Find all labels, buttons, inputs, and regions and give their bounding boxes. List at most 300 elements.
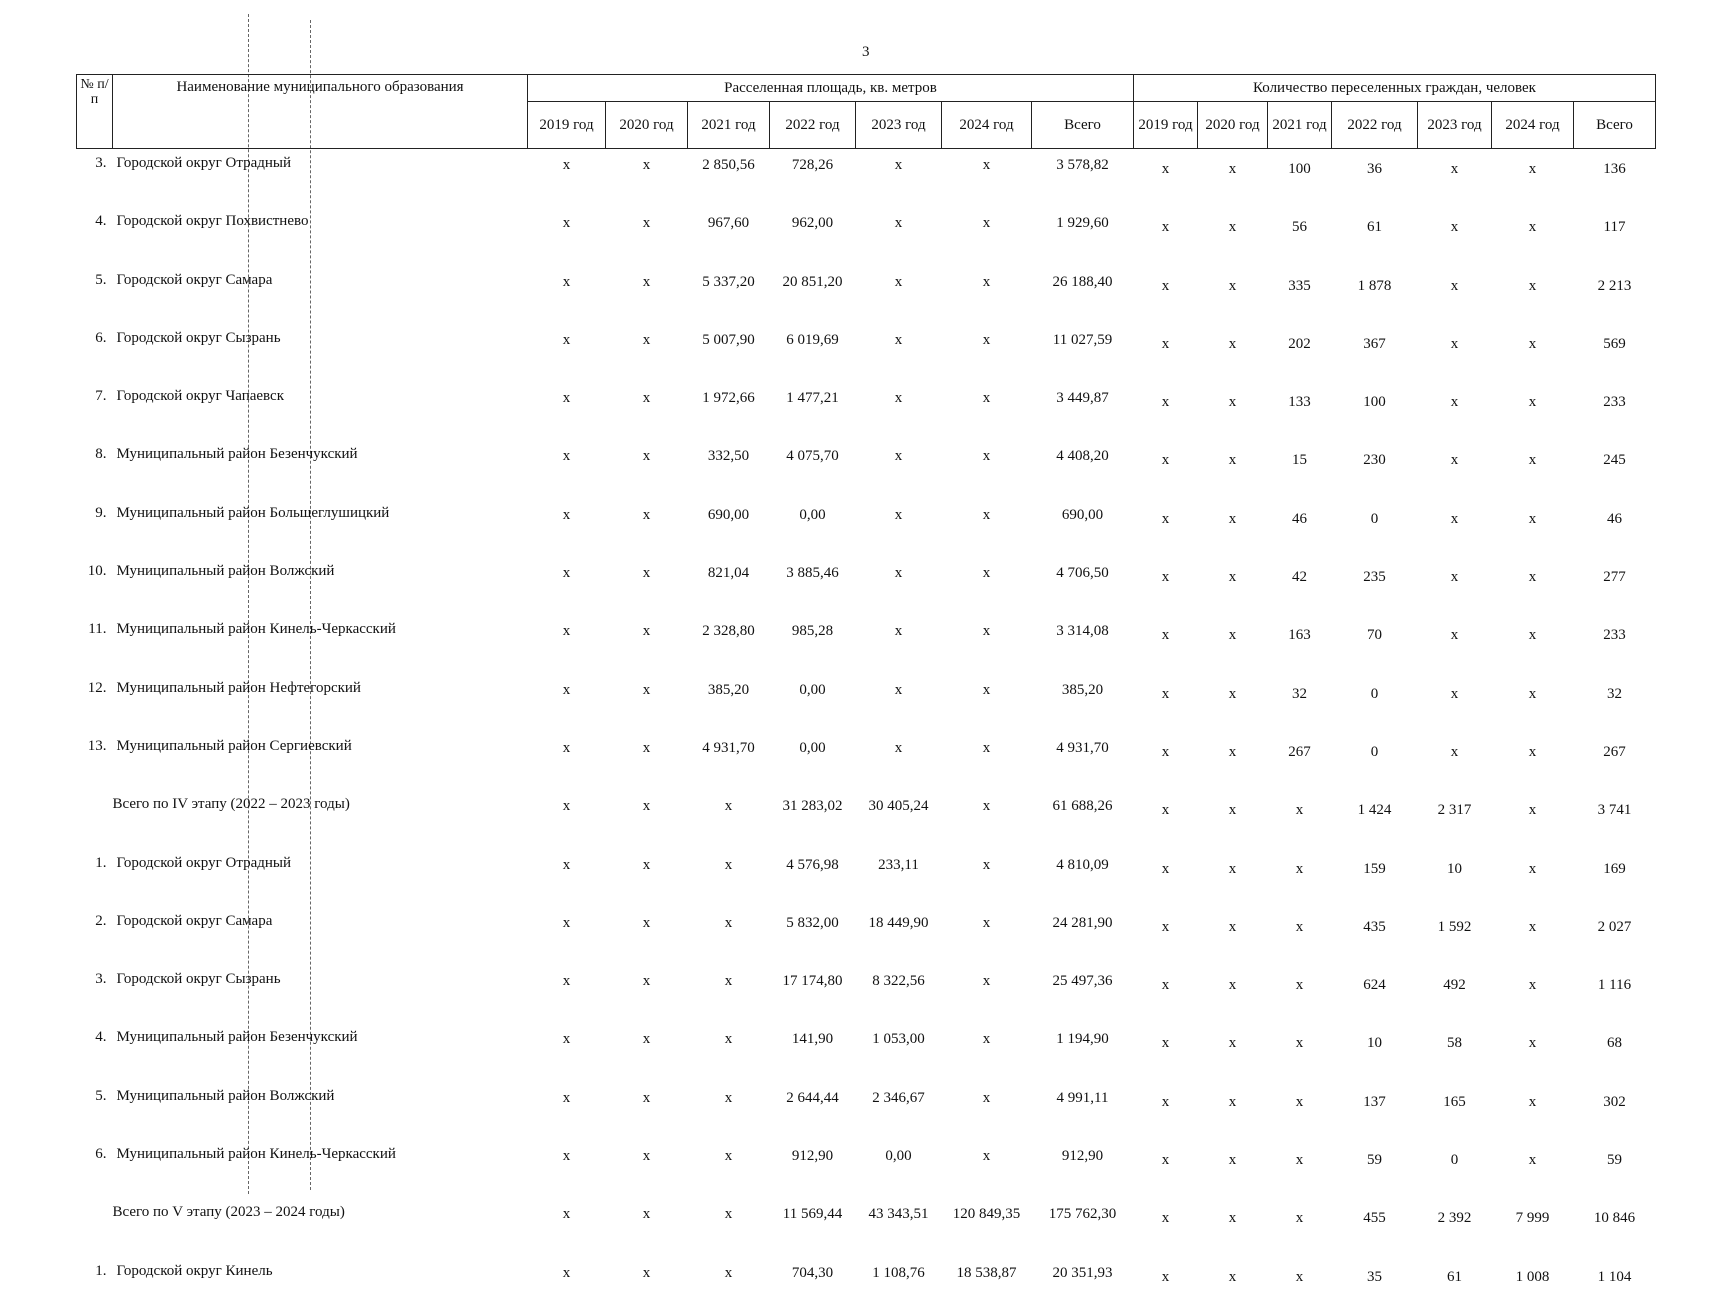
area-value-cell: 332,50 bbox=[707, 448, 750, 465]
area-value-cell: 1 929,60 bbox=[1056, 215, 1109, 232]
people-value-cell: x bbox=[1450, 685, 1459, 702]
area-value-cell: x bbox=[724, 1264, 733, 1281]
people-value-cell: x bbox=[1161, 1268, 1170, 1285]
header-area-year: 2023 год bbox=[856, 102, 942, 149]
people-value-cell: x bbox=[1450, 569, 1459, 586]
area-value-cell: x bbox=[982, 157, 991, 173]
area-value-cell: x bbox=[562, 565, 571, 582]
people-value-cell: x bbox=[1295, 1268, 1304, 1285]
people-value-cell: x bbox=[1228, 1210, 1237, 1227]
area-value-cell: 2 328,80 bbox=[702, 623, 755, 640]
table-row bbox=[77, 499, 1656, 557]
people-value-cell: x bbox=[1528, 1152, 1537, 1169]
people-value-cell: 56 bbox=[1292, 219, 1307, 236]
area-value-cell: x bbox=[642, 157, 651, 173]
row-number: 6. bbox=[95, 1146, 107, 1163]
area-value-cell: 20 351,93 bbox=[1052, 1264, 1113, 1281]
area-value-cell: x bbox=[642, 623, 651, 640]
table-row bbox=[77, 615, 1656, 673]
table-row bbox=[77, 965, 1656, 1023]
area-value-cell: 11 569,44 bbox=[782, 1206, 843, 1223]
people-value-cell: 32 bbox=[1292, 685, 1307, 702]
area-value-cell: 704,30 bbox=[791, 1264, 834, 1281]
area-value-cell: x bbox=[894, 565, 903, 582]
resettlement-table bbox=[76, 74, 1656, 1315]
people-value-cell: 277 bbox=[1603, 569, 1626, 586]
people-value-cell: 61 bbox=[1447, 1268, 1462, 1285]
header-area-year: 2020 год bbox=[606, 102, 688, 149]
area-value-cell: 43 343,51 bbox=[868, 1206, 929, 1223]
people-value-cell: x bbox=[1228, 335, 1237, 352]
area-value-cell: 0,00 bbox=[799, 739, 826, 756]
people-value-cell: x bbox=[1161, 510, 1170, 527]
area-value-cell: x bbox=[642, 914, 651, 931]
area-value-cell: x bbox=[894, 623, 903, 640]
row-number: 3. bbox=[95, 155, 107, 171]
table-row bbox=[77, 1257, 1656, 1315]
area-value-cell: x bbox=[642, 1264, 651, 1281]
row-name: Всего по IV этапу (2022 – 2023 годы) bbox=[112, 796, 350, 813]
area-value-cell: x bbox=[562, 157, 571, 173]
area-value-cell: 3 578,82 bbox=[1056, 157, 1109, 173]
area-value-cell: 6 019,69 bbox=[786, 331, 839, 348]
header-area-year: 2019 год bbox=[528, 102, 606, 149]
row-name: Муниципальный район Большеглушицкий bbox=[116, 504, 390, 521]
people-value-cell: 233 bbox=[1603, 627, 1626, 644]
row-name: Городской округ Кинель bbox=[116, 1262, 273, 1279]
people-value-cell: x bbox=[1161, 394, 1170, 411]
row-name: Городской округ Отрадный bbox=[116, 155, 291, 171]
people-value-cell: 35 bbox=[1367, 1268, 1382, 1285]
people-value-cell: x bbox=[1228, 161, 1237, 177]
area-value-cell: 31 283,02 bbox=[782, 798, 843, 815]
area-value-cell: x bbox=[562, 390, 571, 407]
people-value-cell: x bbox=[1161, 1035, 1170, 1052]
area-value-cell: 175 762,30 bbox=[1048, 1206, 1117, 1223]
header-people-year: 2024 год bbox=[1492, 102, 1574, 149]
header-people-year: 2020 год bbox=[1198, 102, 1268, 149]
area-value-cell: x bbox=[982, 390, 991, 407]
people-value-cell: 10 bbox=[1367, 1035, 1382, 1052]
area-value-cell: x bbox=[642, 856, 651, 873]
header-people-year: 2022 год bbox=[1332, 102, 1418, 149]
people-value-cell: x bbox=[1528, 569, 1537, 586]
people-value-cell: x bbox=[1228, 569, 1237, 586]
area-value-cell: x bbox=[562, 623, 571, 640]
table-total-row bbox=[77, 1198, 1656, 1256]
area-value-cell: x bbox=[982, 565, 991, 582]
area-value-cell: x bbox=[642, 1031, 651, 1048]
people-value-cell: x bbox=[1228, 1093, 1237, 1110]
people-value-cell: x bbox=[1228, 277, 1237, 294]
area-value-cell: 4 408,20 bbox=[1056, 448, 1109, 465]
row-name: Городской округ Самара bbox=[116, 271, 273, 288]
people-value-cell: x bbox=[1528, 452, 1537, 469]
row-number: 5. bbox=[95, 271, 107, 288]
people-value-cell: x bbox=[1528, 394, 1537, 411]
people-value-cell: x bbox=[1228, 219, 1237, 236]
people-value-cell: 100 bbox=[1288, 161, 1311, 177]
people-value-cell: x bbox=[1528, 685, 1537, 702]
row-name: Муниципальный район Кинель-Черкасский bbox=[116, 621, 396, 638]
people-value-cell: 15 bbox=[1292, 452, 1307, 469]
area-value-cell: 1 194,90 bbox=[1056, 1031, 1109, 1048]
people-value-cell: 245 bbox=[1603, 452, 1626, 469]
area-value-cell: 728,26 bbox=[791, 157, 834, 173]
area-value-cell: x bbox=[982, 1031, 991, 1048]
header-area-year: 2022 год bbox=[770, 102, 856, 149]
people-value-cell: x bbox=[1295, 918, 1304, 935]
people-value-cell: 435 bbox=[1363, 918, 1386, 935]
people-value-cell: x bbox=[1228, 1152, 1237, 1169]
people-value-cell: 367 bbox=[1363, 335, 1386, 352]
row-number: 12. bbox=[87, 679, 107, 696]
area-value-cell: x bbox=[562, 273, 571, 290]
people-value-cell: x bbox=[1450, 394, 1459, 411]
people-value-cell: x bbox=[1528, 802, 1537, 819]
area-value-cell: 985,28 bbox=[791, 623, 834, 640]
people-value-cell: x bbox=[1228, 1035, 1237, 1052]
people-value-cell: x bbox=[1228, 510, 1237, 527]
people-value-cell: 42 bbox=[1292, 569, 1307, 586]
people-value-cell: x bbox=[1295, 860, 1304, 877]
people-value-cell: x bbox=[1295, 1210, 1304, 1227]
header-area-year: 2021 год bbox=[688, 102, 770, 149]
people-value-cell: x bbox=[1450, 510, 1459, 527]
people-value-cell: 133 bbox=[1288, 394, 1311, 411]
area-value-cell: x bbox=[642, 215, 651, 232]
area-value-cell: x bbox=[562, 914, 571, 931]
area-value-cell: 967,60 bbox=[707, 215, 750, 232]
row-name: Городской округ Сызрань bbox=[116, 329, 281, 346]
people-value-cell: 0 bbox=[1450, 1152, 1459, 1169]
people-value-cell: x bbox=[1450, 452, 1459, 469]
people-value-cell: x bbox=[1450, 335, 1459, 352]
area-value-cell: 30 405,24 bbox=[868, 798, 929, 815]
area-value-cell: 1 053,00 bbox=[872, 1031, 925, 1048]
area-value-cell: x bbox=[642, 331, 651, 348]
area-value-cell: 25 497,36 bbox=[1052, 973, 1113, 990]
area-value-cell: 385,20 bbox=[707, 681, 750, 698]
area-value-cell: 20 851,20 bbox=[782, 273, 843, 290]
area-value-cell: 1 972,66 bbox=[702, 390, 755, 407]
area-value-cell: x bbox=[724, 1031, 733, 1048]
people-value-cell: x bbox=[1528, 335, 1537, 352]
people-value-cell: x bbox=[1528, 1035, 1537, 1052]
area-value-cell: x bbox=[982, 273, 991, 290]
area-value-cell: 4 931,70 bbox=[702, 739, 755, 756]
row-name: Всего по V этапу (2023 – 2024 годы) bbox=[112, 1204, 345, 1221]
people-value-cell: x bbox=[1228, 802, 1237, 819]
row-number: 4. bbox=[95, 1029, 107, 1046]
row-number bbox=[77, 1198, 113, 1256]
people-value-cell: x bbox=[1161, 860, 1170, 877]
row-number bbox=[77, 790, 113, 848]
area-value-cell: x bbox=[642, 506, 651, 523]
people-value-cell: 10 846 bbox=[1593, 1210, 1636, 1227]
people-value-cell: 2 027 bbox=[1597, 918, 1632, 935]
people-value-cell: x bbox=[1528, 918, 1537, 935]
people-value-cell: x bbox=[1161, 918, 1170, 935]
row-name: Муниципальный район Волжский bbox=[116, 1087, 335, 1104]
people-value-cell: x bbox=[1228, 743, 1237, 760]
area-value-cell: x bbox=[894, 157, 903, 173]
people-value-cell: x bbox=[1528, 860, 1537, 877]
table-total-row bbox=[77, 790, 1656, 848]
area-value-cell: 4 810,09 bbox=[1056, 856, 1109, 873]
row-name: Муниципальный район Волжский bbox=[116, 563, 335, 580]
area-value-cell: x bbox=[562, 681, 571, 698]
area-value-cell: x bbox=[724, 1089, 733, 1106]
area-value-cell: x bbox=[642, 1089, 651, 1106]
people-value-cell: 3 741 bbox=[1597, 802, 1632, 819]
people-value-cell: 455 bbox=[1363, 1210, 1386, 1227]
area-value-cell: x bbox=[562, 1089, 571, 1106]
people-value-cell: x bbox=[1161, 161, 1170, 177]
area-value-cell: x bbox=[982, 798, 991, 815]
row-number: 3. bbox=[95, 971, 107, 988]
table-row bbox=[77, 674, 1656, 732]
area-value-cell: 5 832,00 bbox=[786, 914, 839, 931]
people-value-cell: 569 bbox=[1603, 335, 1626, 352]
people-value-cell: x bbox=[1528, 1093, 1537, 1110]
area-value-cell: 5 007,90 bbox=[702, 331, 755, 348]
row-name: Городской округ Сызрань bbox=[116, 971, 281, 988]
people-value-cell: 169 bbox=[1603, 860, 1626, 877]
row-number: 1. bbox=[95, 1262, 107, 1279]
row-number: 4. bbox=[95, 213, 107, 230]
people-value-cell: x bbox=[1228, 860, 1237, 877]
people-value-cell: x bbox=[1450, 627, 1459, 644]
people-value-cell: x bbox=[1228, 1268, 1237, 1285]
people-value-cell: x bbox=[1228, 627, 1237, 644]
people-value-cell: 267 bbox=[1288, 743, 1311, 760]
area-value-cell: x bbox=[894, 215, 903, 232]
area-value-cell: x bbox=[982, 215, 991, 232]
people-value-cell: 58 bbox=[1447, 1035, 1462, 1052]
area-value-cell: x bbox=[894, 448, 903, 465]
area-value-cell: 2 850,56 bbox=[702, 157, 755, 173]
area-value-cell: 11 027,59 bbox=[1052, 331, 1113, 348]
area-value-cell: 4 931,70 bbox=[1056, 739, 1109, 756]
people-value-cell: 1 116 bbox=[1597, 977, 1632, 994]
row-name: Муниципальный район Нефтегорский bbox=[116, 679, 361, 696]
people-value-cell: 0 bbox=[1370, 743, 1379, 760]
people-value-cell: x bbox=[1450, 277, 1459, 294]
people-value-cell: x bbox=[1295, 1035, 1304, 1052]
people-value-cell: x bbox=[1161, 685, 1170, 702]
people-value-cell: x bbox=[1161, 277, 1170, 294]
area-value-cell: 0,00 bbox=[799, 681, 826, 698]
area-value-cell: x bbox=[894, 331, 903, 348]
header-num: № п/п bbox=[77, 75, 113, 149]
people-value-cell: 1 104 bbox=[1597, 1268, 1632, 1285]
area-value-cell: x bbox=[642, 1206, 651, 1223]
people-value-cell: 230 bbox=[1363, 452, 1386, 469]
people-value-cell: 68 bbox=[1607, 1035, 1622, 1052]
area-value-cell: x bbox=[562, 973, 571, 990]
area-value-cell: x bbox=[724, 914, 733, 931]
area-value-cell: 141,90 bbox=[791, 1031, 834, 1048]
people-value-cell: 1 878 bbox=[1357, 277, 1392, 294]
people-value-cell: 2 392 bbox=[1437, 1210, 1472, 1227]
people-value-cell: 117 bbox=[1603, 219, 1626, 236]
area-value-cell: 385,20 bbox=[1061, 681, 1104, 698]
people-value-cell: 100 bbox=[1363, 394, 1386, 411]
area-value-cell: x bbox=[562, 331, 571, 348]
table-row bbox=[77, 1140, 1656, 1198]
area-value-cell: x bbox=[724, 973, 733, 990]
area-value-cell: 2 644,44 bbox=[786, 1089, 839, 1106]
area-value-cell: x bbox=[982, 973, 991, 990]
area-value-cell: x bbox=[982, 914, 991, 931]
people-value-cell: x bbox=[1228, 918, 1237, 935]
people-value-cell: 61 bbox=[1367, 219, 1382, 236]
people-value-cell: x bbox=[1450, 161, 1459, 177]
area-value-cell: x bbox=[562, 215, 571, 232]
people-value-cell: 59 bbox=[1607, 1152, 1622, 1169]
area-value-cell: x bbox=[562, 448, 571, 465]
people-value-cell: x bbox=[1295, 802, 1304, 819]
header-people-year: 2019 год bbox=[1134, 102, 1198, 149]
area-value-cell: x bbox=[562, 856, 571, 873]
people-value-cell: 0 bbox=[1370, 685, 1379, 702]
area-value-cell: x bbox=[642, 798, 651, 815]
area-value-cell: x bbox=[642, 448, 651, 465]
people-value-cell: 46 bbox=[1607, 510, 1622, 527]
people-value-cell: x bbox=[1228, 685, 1237, 702]
area-value-cell: x bbox=[642, 973, 651, 990]
people-value-cell: x bbox=[1295, 1152, 1304, 1169]
people-value-cell: x bbox=[1161, 1152, 1170, 1169]
area-value-cell: 24 281,90 bbox=[1052, 914, 1113, 931]
people-value-cell: 46 bbox=[1292, 510, 1307, 527]
area-value-cell: 17 174,80 bbox=[782, 973, 843, 990]
people-value-cell: 335 bbox=[1288, 277, 1311, 294]
area-value-cell: 912,90 bbox=[1061, 1148, 1104, 1165]
row-number: 5. bbox=[95, 1087, 107, 1104]
area-value-cell: x bbox=[982, 448, 991, 465]
header-people-group: Количество переселенных граждан, человек bbox=[1134, 75, 1656, 102]
header-people-year: 2023 год bbox=[1418, 102, 1492, 149]
table-row bbox=[77, 207, 1656, 265]
header-area-year: 2024 год bbox=[942, 102, 1032, 149]
people-value-cell: 1 592 bbox=[1437, 918, 1472, 935]
people-value-cell: 235 bbox=[1363, 569, 1386, 586]
people-value-cell: 2 213 bbox=[1597, 277, 1632, 294]
people-value-cell: x bbox=[1295, 1093, 1304, 1110]
area-value-cell: x bbox=[982, 681, 991, 698]
area-value-cell: 4 991,11 bbox=[1056, 1089, 1109, 1106]
people-value-cell: x bbox=[1528, 510, 1537, 527]
area-value-cell: 0,00 bbox=[885, 1148, 912, 1165]
table-row bbox=[77, 149, 1656, 208]
area-value-cell: x bbox=[982, 739, 991, 756]
header-people-year: 2021 год bbox=[1268, 102, 1332, 149]
row-name: Городской округ Похвистнево bbox=[116, 213, 309, 230]
people-value-cell: x bbox=[1228, 452, 1237, 469]
page-number: 3 bbox=[862, 44, 870, 60]
people-value-cell: x bbox=[1161, 802, 1170, 819]
table-row bbox=[77, 1023, 1656, 1081]
table-row bbox=[77, 907, 1656, 965]
row-name: Муниципальный район Кинель-Черкасский bbox=[116, 1146, 396, 1163]
area-value-cell: x bbox=[982, 1148, 991, 1165]
people-value-cell: 233 bbox=[1603, 394, 1626, 411]
header-people-year: Всего bbox=[1574, 102, 1656, 149]
people-value-cell: 136 bbox=[1603, 161, 1626, 177]
area-value-cell: 4 706,50 bbox=[1056, 565, 1109, 582]
people-value-cell: x bbox=[1295, 977, 1304, 994]
row-number: 9. bbox=[95, 504, 107, 521]
area-value-cell: x bbox=[642, 739, 651, 756]
people-value-cell: 59 bbox=[1367, 1152, 1382, 1169]
area-value-cell: x bbox=[894, 273, 903, 290]
people-value-cell: 7 999 bbox=[1515, 1210, 1550, 1227]
people-value-cell: 10 bbox=[1447, 860, 1462, 877]
people-value-cell: 163 bbox=[1288, 627, 1311, 644]
area-value-cell: x bbox=[642, 273, 651, 290]
area-value-cell: 61 688,26 bbox=[1052, 798, 1113, 815]
area-value-cell: 690,00 bbox=[707, 506, 750, 523]
area-value-cell: x bbox=[982, 331, 991, 348]
people-value-cell: 1 008 bbox=[1515, 1268, 1550, 1285]
people-value-cell: x bbox=[1161, 627, 1170, 644]
table-body bbox=[77, 149, 1656, 1315]
area-value-cell: x bbox=[642, 681, 651, 698]
area-value-cell: x bbox=[562, 1148, 571, 1165]
header-name: Наименование муниципального образования bbox=[113, 75, 528, 149]
area-value-cell: x bbox=[724, 1206, 733, 1223]
people-value-cell: 36 bbox=[1367, 161, 1382, 177]
people-value-cell: x bbox=[1161, 743, 1170, 760]
people-value-cell: x bbox=[1528, 219, 1537, 236]
table-row bbox=[77, 382, 1656, 440]
area-value-cell: x bbox=[642, 1148, 651, 1165]
area-value-cell: x bbox=[894, 739, 903, 756]
people-value-cell: x bbox=[1450, 743, 1459, 760]
people-value-cell: 0 bbox=[1370, 510, 1379, 527]
row-name: Муниципальный район Сергиевский bbox=[116, 737, 352, 754]
people-value-cell: x bbox=[1528, 977, 1537, 994]
people-value-cell: 302 bbox=[1603, 1093, 1626, 1110]
people-value-cell: 492 bbox=[1443, 977, 1466, 994]
area-value-cell: 233,11 bbox=[878, 856, 919, 873]
row-number: 2. bbox=[95, 912, 107, 929]
area-value-cell: x bbox=[724, 798, 733, 815]
area-value-cell: x bbox=[562, 1264, 571, 1281]
table-row bbox=[77, 440, 1656, 498]
area-value-cell: 1 108,76 bbox=[872, 1264, 925, 1281]
header-area-year: Всего bbox=[1032, 102, 1134, 149]
area-value-cell: 120 849,35 bbox=[952, 1206, 1021, 1223]
area-value-cell: 0,00 bbox=[799, 506, 826, 523]
header-area-group: Расселенная площадь, кв. метров bbox=[528, 75, 1134, 102]
area-value-cell: x bbox=[562, 506, 571, 523]
people-value-cell: x bbox=[1161, 219, 1170, 236]
area-value-cell: 1 477,21 bbox=[786, 390, 839, 407]
people-value-cell: x bbox=[1161, 452, 1170, 469]
area-value-cell: 8 322,56 bbox=[872, 973, 925, 990]
row-name: Городской округ Самара bbox=[116, 912, 273, 929]
area-value-cell: x bbox=[982, 1089, 991, 1106]
people-value-cell: x bbox=[1528, 277, 1537, 294]
row-name: Муниципальный район Безенчукский bbox=[116, 1029, 358, 1046]
area-value-cell: 3 314,08 bbox=[1056, 623, 1109, 640]
people-value-cell: x bbox=[1161, 569, 1170, 586]
table-row bbox=[77, 266, 1656, 324]
area-value-cell: x bbox=[724, 856, 733, 873]
